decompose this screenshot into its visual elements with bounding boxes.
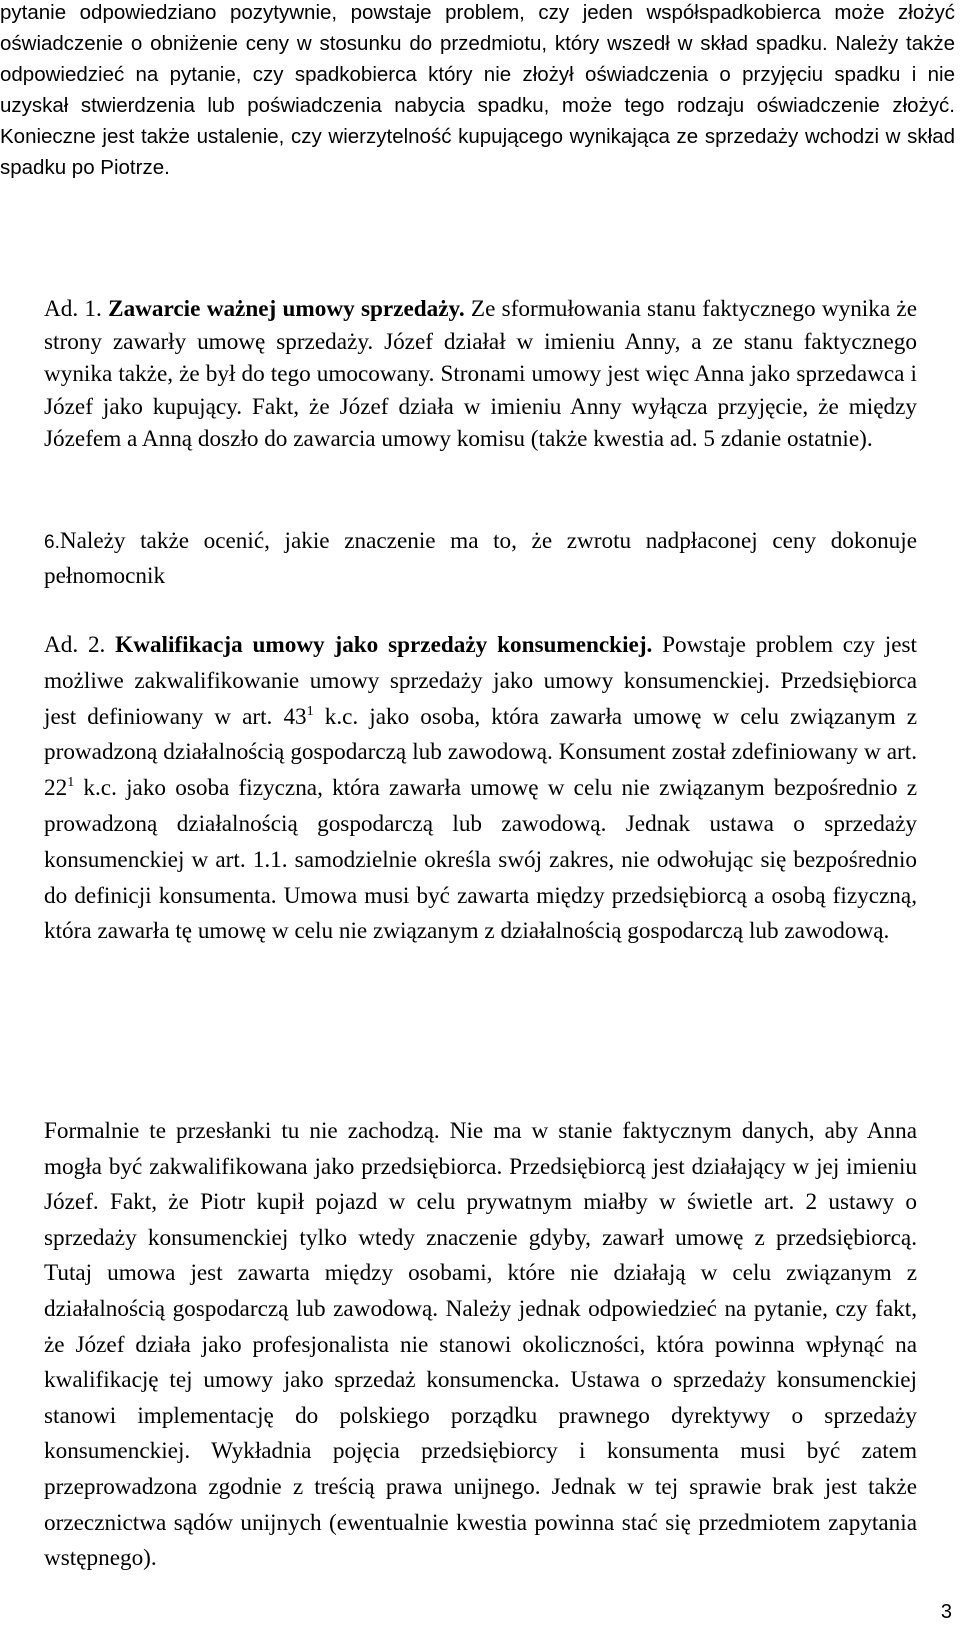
section-ad1-paragraph	[44, 293, 917, 456]
section-ad2-text-a: Powstaje problem czy jest możliwe zakwalifikowanie umowy sprzedaży jako umowy konsumenckiej. Przedsiębiorca jest definiowany w art. 43	[44, 632, 917, 730]
page-number: 3	[940, 1601, 952, 1623]
section-ad1-prefix: Ad. 1.	[44, 296, 109, 322]
intro-paragraph: pytanie odpowiedziano pozytywnie, powstaje problem, czy jeden współspadkobierca może złożyć oświadczenie o obniżenie ceny w stosunku do przedmiotu, który wszedł w skład spadku. Należy także odpowiedzieć na pytanie, czy spadkobierca który nie złożył oświadczenia o przyjęciu spadku i nie uzyskał stwierdzenia lub poświadczenia nabycia spadku, może tego rodzaju oświadczenie złożyć. Konieczne jest także ustalenie, czy wierzytelność kupującego wynikająca ze sprzedaży wchodzi w skład spadku po Piotrze.	[0, 1, 955, 179]
section-ad2-prefix: Ad. 2.	[44, 632, 116, 658]
section-ad2-text-c: k.c. jako osoba fizyczna, która zawarła umowę w celu nie związanym bezpośrednio z prowadzoną działalnością gospodarczą lub zawodową. Jednak ustawa o sprzedaży konsumenckiej w art. 1.1. samodzielnie określa swój zakres, nie odwołując się bezpośrednio do definicji konsumenta. Umowa musi być zawarta między przedsiębiorcą a osobą fizyczną, która zawarła tę umowę w celu nie związanym z działalnością gospodarczą lub zawodową.	[44, 775, 917, 945]
point-6-paragraph	[44, 525, 917, 592]
section-ad2-heading: Kwalifikacja umowy jako sprzedaży konsumenckiej.	[115, 632, 653, 658]
superscript-art-22: 1	[67, 775, 75, 791]
point-6-text: Należy także ocenić, jakie znaczenie ma to, że zwrotu nadpłaconej ceny dokonuje pełnomocnik	[44, 528, 917, 589]
superscript-art-43: 1	[306, 703, 314, 719]
point-6-number: 6.	[44, 532, 60, 553]
section-ad2-paragraph	[44, 628, 917, 950]
section-ad1-text: Ze sformułowania stanu faktycznego wynika że strony zawarły umowę sprzedaży. Józef działał w imieniu Anny, a ze stanu faktycznego wynika także, że był do tego umocowany. Stronami umowy jest więc Anna jako sprzedawca i Józef jako kupujący. Fakt, że Józef działa w imieniu Anny wyłącza przyjęcie, że między Józefem a Anną doszło do zawarcia umowy komisu (także kwestia ad. 5 zdanie ostatnie).	[44, 296, 917, 452]
formal-analysis-paragraph: Formalnie te przesłanki tu nie zachodzą. Nie ma w stanie faktycznym danych, aby Anna mogła być zakwalifikowana jako przedsiębiorca. Przedsiębiorcą jest działający w jej imieniu Józef. Fakt, że Piotr kupił pojazd w celu prywatnym miałby w świetle art. 2 ustawy o sprzedaży konsumenckiej tylko wtedy znaczenie gdyby, zawarł umowę z przedsiębiorcą. Tutaj umowa jest zawarta między osobami, które nie działają w celu związanym z działalnością gospodarczą lub zawodową. Należy jednak odpowiedzieć na pytanie, czy fakt, że Józef działa jako profesjonalista nie stanowi okoliczności, która powinna wpłynąć na kwalifikację tej umowy jako sprzedaż konsumencka. Ustawa o sprzedaży konsumenckiej stanowi implementację do polskiego porządku prawnego dyrektywy o sprzedaży konsumenckiej. Wykładnia pojęcia przedsiębiorcy i konsumenta musi być zatem przeprowadzona zgodnie z treścią prawa unijnego. Jednak w tej sprawie brak jest także orzecznictwa sądów unijnych (ewentualnie kwestia powinna stać się przedmiotem zapytania wstępnego).	[44, 1118, 917, 1572]
section-ad2-text-b: k.c. jako osoba, która zawarła umowę w celu związanym z prowadzoną działalnością gospodarczą lub zawodową. Konsument został zdefiniowany w art. 22	[44, 703, 917, 802]
section-ad1-heading: Zawarcie ważnej umowy sprzedaży.	[108, 296, 465, 322]
